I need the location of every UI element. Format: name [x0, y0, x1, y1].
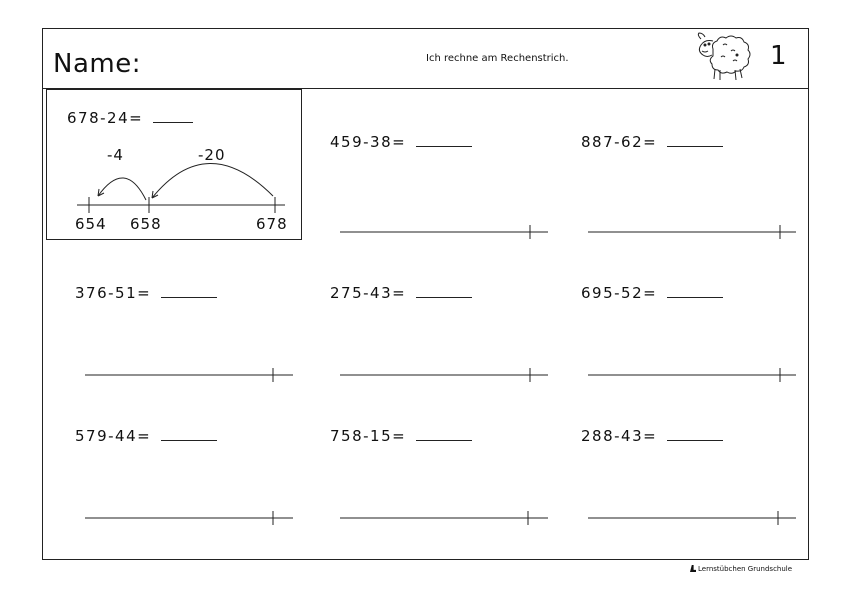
- number-line-8[interactable]: [588, 511, 798, 525]
- number-line-1[interactable]: [340, 225, 550, 239]
- worksheet: [42, 28, 809, 560]
- task-6-problem: 579-44=: [75, 427, 152, 445]
- task-1: [330, 133, 472, 151]
- example-problem-text: 678-24=: [67, 109, 144, 127]
- answer-blank[interactable]: [667, 296, 723, 298]
- answer-blank[interactable]: [416, 145, 472, 147]
- number-line-3[interactable]: [85, 368, 295, 382]
- task-7: [330, 427, 472, 445]
- tick-label-middle: 658: [130, 215, 162, 233]
- tick-label-right: 678: [256, 215, 288, 233]
- number-line-7[interactable]: [340, 511, 550, 525]
- publisher-footer: [690, 565, 792, 573]
- example-box: [46, 89, 302, 240]
- publisher-name: Lernstübchen Grundschule: [698, 565, 793, 573]
- task-4: [330, 284, 472, 302]
- answer-blank[interactable]: [161, 296, 217, 298]
- jump-label-large: -20: [198, 146, 226, 164]
- task-2: [581, 133, 723, 151]
- task-7-problem: 758-15=: [330, 427, 407, 445]
- answer-blank[interactable]: [161, 439, 217, 441]
- task-5-problem: 695-52=: [581, 284, 658, 302]
- name-label: Name:: [53, 49, 141, 79]
- task-8-problem: 288-43=: [581, 427, 658, 445]
- task-2-problem: 887-62=: [581, 133, 658, 151]
- task-4-problem: 275-43=: [330, 284, 407, 302]
- task-1-problem: 459-38=: [330, 133, 407, 151]
- answer-blank[interactable]: [667, 439, 723, 441]
- task-3: [75, 284, 217, 302]
- answer-blank[interactable]: [416, 296, 472, 298]
- sheet-number: 1: [770, 41, 787, 71]
- jump-label-small: -4: [107, 146, 124, 164]
- number-line-2[interactable]: [588, 225, 798, 239]
- pencil-logo-icon: [690, 565, 696, 572]
- task-6: [75, 427, 217, 445]
- tick-label-left: 654: [75, 215, 107, 233]
- worksheet-title: Ich rechne am Rechenstrich.: [426, 53, 569, 64]
- answer-blank[interactable]: [416, 439, 472, 441]
- sheep-icon: [693, 31, 755, 83]
- number-line-4[interactable]: [340, 368, 550, 382]
- number-line-6[interactable]: [85, 511, 295, 525]
- answer-blank[interactable]: [667, 145, 723, 147]
- task-8: [581, 427, 723, 445]
- task-3-problem: 376-51=: [75, 284, 152, 302]
- task-5: [581, 284, 723, 302]
- number-line-5[interactable]: [588, 368, 798, 382]
